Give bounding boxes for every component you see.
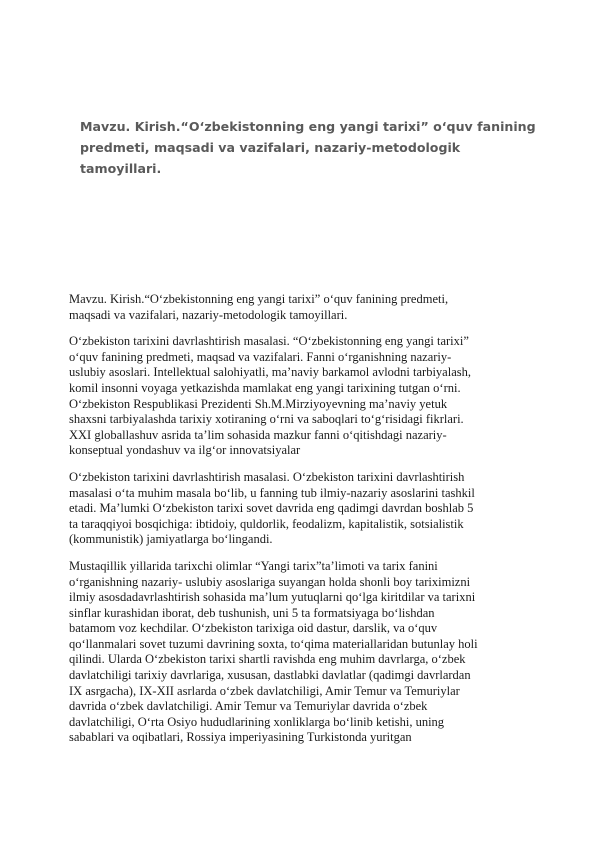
paragraph-outline <box>69 334 521 459</box>
text-line: Mavzu. Kirish.“O‘zbekistonning eng yangi tarixi” o‘quv fanining predmeti, <box>69 292 449 306</box>
text-line: Mustaqillik yillarida tarixchi olimlar “Yangi tarix”ta’limoti va tarix fanini <box>69 558 438 573</box>
paragraph-topic <box>69 292 521 323</box>
text-line: maqsadi va vazifalari, nazariy-metodologik tamoyillari. <box>69 307 348 322</box>
text-line: qilindi. Ularda O‘zbekiston tarixi shartli ravishda eng muhim davrlarga, o‘zbek <box>69 652 466 667</box>
text-line: o‘quv fanining predmeti, maqsad va vazifalari. Fanni o‘rganishning nazariy- <box>69 349 452 364</box>
title-line: Mavzu. Kirish.“O‘zbekistonning eng yangi tarixi” o‘quv fanining <box>80 119 536 134</box>
text-line: masalasi o‘ta muhim masala bo‘lib, u fanning tub ilmiy-nazariy asoslarini tashkil <box>69 485 475 500</box>
text-line: konseptual yondashuv va ilg‘or innovatsiyalar <box>69 443 301 458</box>
text-line: sabablari va oqibatlari, Rossiya imperiyasining Turkistonda yuritgan <box>69 730 412 745</box>
text-line: (kommunistik) jamiyatlarga bo‘lingandi. <box>69 532 273 547</box>
text-line: ilmiy asosdadavrlashtirish sohasida ma’lum yutuqlarni qo‘lga kiritdilar va tarixni <box>69 590 476 605</box>
title-line: tamoyillari. <box>80 161 162 176</box>
text-line: davlatchiligi tarixiy davrlariga, xususan, dastlabki davlatlar (qadimgi davrlardan <box>69 668 471 683</box>
paragraph-periodization <box>69 470 521 548</box>
text-line: IX asrgacha), IX-XII asrlarda o‘zbek davlatchiligi, Amir Temur va Temuriylar <box>69 683 460 698</box>
paragraph-independence <box>69 559 521 746</box>
text-line: O‘zbekiston Respublikasi Prezidenti Sh.M.Mirziyoyevning ma’naviy yetuk <box>69 396 448 411</box>
text-line: O‘zbekiston tarixini davrlashtirish masalasi. O‘zbekiston tarixini davrlashtirish <box>69 469 465 484</box>
text-line: davlatchiligi, O‘rta Osiyo hududlarining xonliklarga bo‘linib ketishi, uning <box>69 714 445 729</box>
text-line: shaxsni tarbiyalashda tarixiy xotiraning o‘rni va saboqlari to‘g‘risidagi fikrlari. <box>69 412 464 427</box>
text-line: komil insonni voyaga yetkazishda mamlakat eng yangi tarixining tutgan o‘rni. <box>69 380 461 395</box>
text-line: qo‘llanmalari sovet tuzumi davrining soxta, to‘qima materiallaridan butunlay holi <box>69 636 478 651</box>
text-line: davrida o‘zbek davlatchiligi. Amir Temur va Temuriylar davrida o‘zbek <box>69 699 428 714</box>
title-line: predmeti, maqsadi va vazifalari, nazariy-metodologik <box>80 140 461 155</box>
text-line: ta taraqqiyoi bosqichiga: ibtidoiy, quldorlik, feodalizm, kapitalistik, sotsialistik <box>69 516 464 531</box>
document-body <box>69 292 521 757</box>
text-line: XXI globallashuv asrida ta’lim sohasida mazkur fanni o‘qitishdagi nazariy- <box>69 427 447 442</box>
text-line: o‘rganishning nazariy- uslubiy asoslariga suyangan holda shonli boy tariximizni <box>69 574 471 589</box>
text-line: uslubiy asoslari. Intellektual salohiyatli, ma’naviy barkamol avlodni tarbiyalash, <box>69 365 471 380</box>
text-line: etadi. Ma’lumki O‘zbekiston tarixi sovet davrida eng qadimgi davrdan boshlab 5 <box>69 501 474 516</box>
text-line: batamom voz kechdilar. O‘zbekiston tarixiga oid dastur, darslik, va o‘quv <box>69 621 438 636</box>
text-line: sinflar kurashidan iborat, deb tushunish, uni 5 ta formatsiyaga bo‘lishdan <box>69 605 435 620</box>
text-line: O‘zbekiston tarixini davrlashtirish masalasi. “O‘zbekistonning eng yangi tarixi” <box>69 334 469 349</box>
document-title <box>80 116 536 179</box>
